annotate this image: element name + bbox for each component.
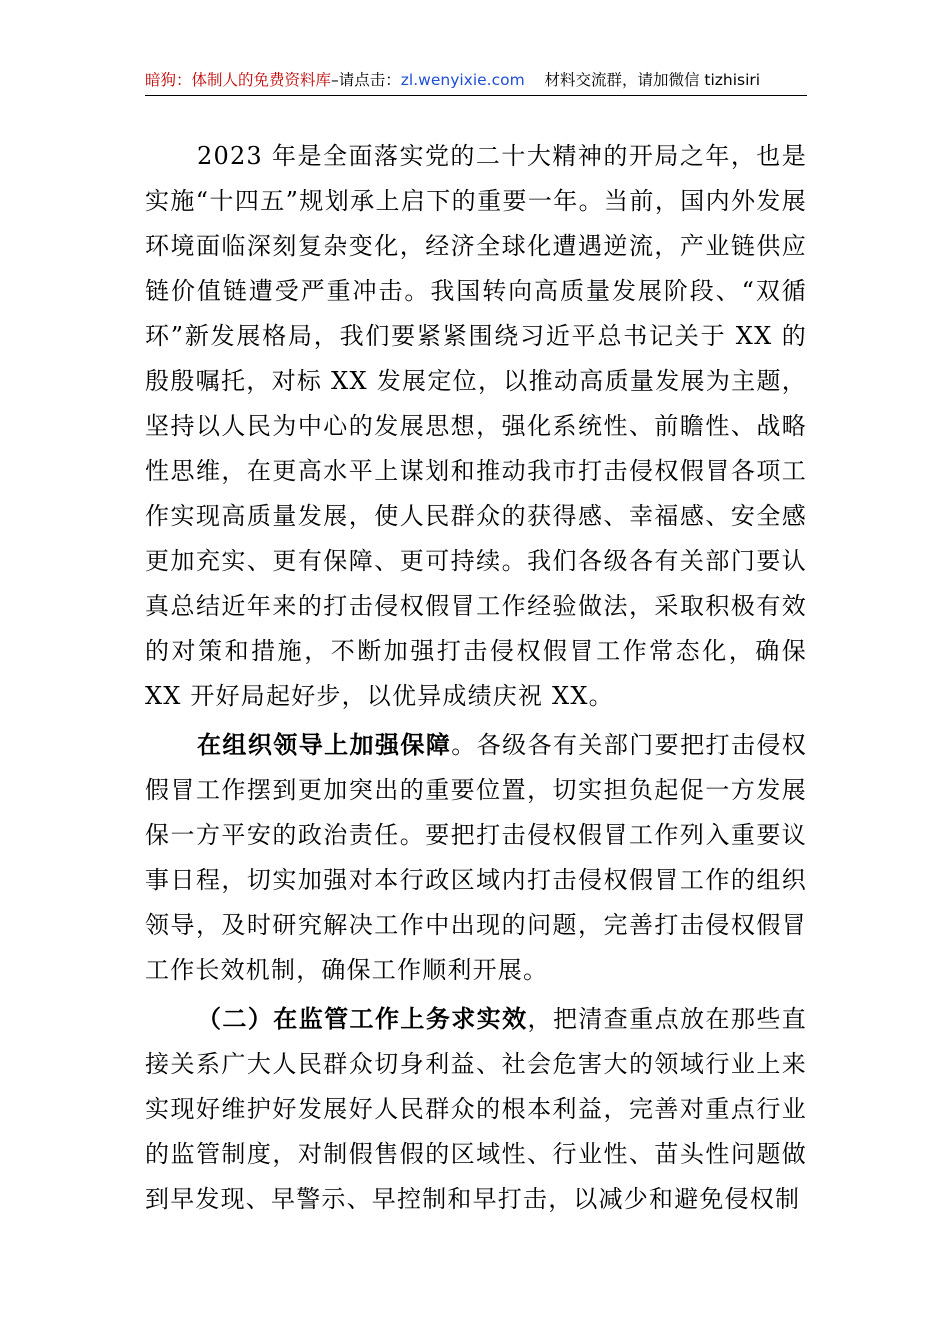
paragraph-supervision <box>145 996 807 1222</box>
paragraph-text: 。各级各有关部门要把打击侵权假冒工作摆到更加突出的重要位置，切实担负起促一方发展保一方平安的政治责任。要把打击侵权假冒工作列入重要议事日程，切实加强对本行政区域内打击侵权假冒工作的组织领导，及时研究解决工作中出现的问题，完善打击侵权假冒工作长效机制，确保工作顺利开展。 <box>145 731 807 984</box>
paragraph-intro <box>145 134 807 719</box>
page-header <box>145 68 807 92</box>
header-contact: 材料交流群，请加微信 tizhisiri <box>544 71 761 89</box>
paragraph-text: ，把清查重点放在那些直接关系广大人民群众切身利益、社会危害大的领域行业上来实现好维护好发展好人民群众的根本利益，完善对重点行业的监管制度，对制假售假的区域性、行业性、苗头性问题做到早发现、早警示、早控制和早打击，以减少和避免侵权制 <box>145 1005 807 1213</box>
header-site-name: 暗狗：体制人的免费资料库 <box>145 71 332 89</box>
header-divider <box>145 95 807 96</box>
header-click-prompt: –请点击： <box>331 71 401 89</box>
paragraph-text: 2023 年是全面落实党的二十大精神的开局之年，也是实施“十四五”规划承上启下的重要一年。当前，国内外发展环境面临深刻复杂变化，经济全球化遭遇逆流，产业链供应链价值链遭受严重冲击。我国转向高质量发展阶段、“双循环”新发展格局，我们要紧紧围绕习近平总书记关于 XX 的殷殷嘱托，对标 XX 发展定位，以推动高质量发展为主题，坚持以人民为中心的发展思想，强化系统性、前瞻性、战略性思维，在更高水平上谋划和推动我市打击侵权假冒各项工作实现高质量发展，使人民群众的获得感、幸福感、安全感更加充实、更有保障、更可持续。我们各级各有关部门要认真总结近年来的打击侵权假冒工作经验做法，采取积极有效的对策和措施，不断加强打击侵权假冒工作常态化，确保 XX 开好局起好步，以优异成绩庆祝 XX。 <box>145 142 807 710</box>
header-link[interactable]: zl.wenyixie.com <box>400 71 525 89</box>
paragraph-organization <box>145 722 807 993</box>
paragraph-heading: （二）在监管工作上务求实效 <box>197 1004 528 1033</box>
document-body <box>145 134 807 1222</box>
paragraph-heading: 在组织领导上加强保障 <box>197 730 452 759</box>
